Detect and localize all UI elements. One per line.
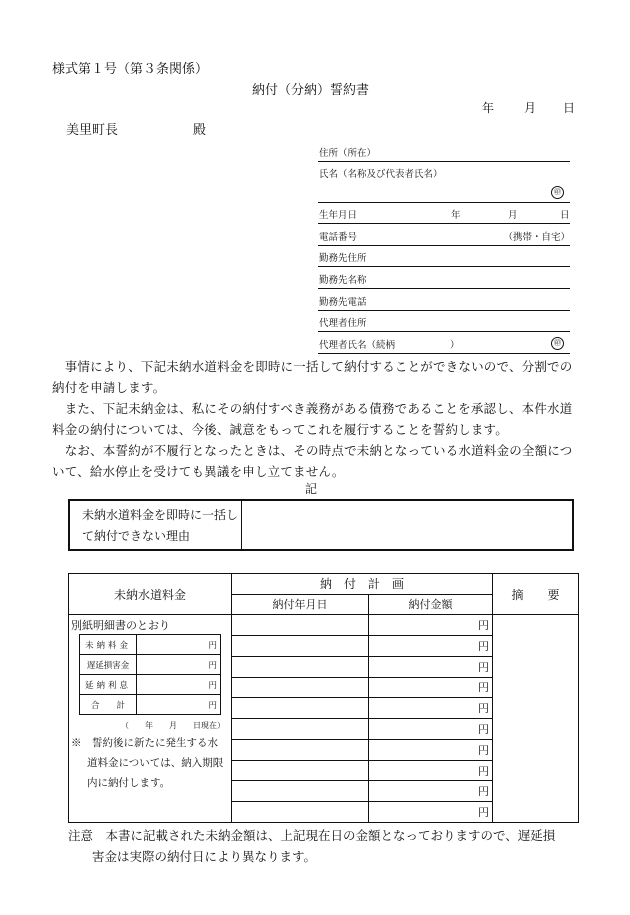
agent-name-label: 代理者氏名（続柄 (319, 339, 396, 351)
work-address-row[interactable] (318, 246, 570, 268)
date-day-label: 日 (563, 101, 576, 115)
payment-note (69, 731, 231, 793)
payment-amount-cell[interactable]: 円 (369, 656, 493, 677)
date-year-label: 年 (482, 101, 495, 115)
payment-date-cell[interactable] (232, 802, 369, 823)
note-mark: ※ (71, 737, 82, 750)
payment-amount-cell[interactable]: 円 (369, 615, 493, 636)
footer-label: 注意 (68, 828, 94, 843)
ki-heading: 記 (305, 482, 318, 496)
payment-amount-cell[interactable]: 円 (369, 760, 493, 781)
birth-month-label: 月 (508, 210, 518, 222)
agent-relation-close: ） (450, 339, 460, 351)
plan-column-header: 納 付 計 画 (232, 574, 493, 595)
payment-amount-cell[interactable]: 円 (369, 781, 493, 802)
unpaid-breakdown-table (79, 634, 221, 715)
payment-amount-cell[interactable]: 円 (369, 698, 493, 719)
addressee-honorific: 殿 (193, 123, 207, 138)
payment-date-cell[interactable] (232, 698, 369, 719)
reason-box (68, 499, 574, 551)
addressee-name: 美里町長 (66, 123, 119, 138)
reason-field[interactable] (242, 501, 572, 549)
payment-amount-cell[interactable]: 円 (369, 739, 493, 760)
payment-date-cell[interactable] (232, 656, 369, 677)
note-line: 道料金については、納入期限 (87, 757, 224, 770)
breakdown-row (80, 695, 221, 715)
agent-address-row[interactable] (318, 311, 570, 333)
applicant-block (318, 140, 570, 354)
payment-date-cell[interactable] (232, 781, 369, 802)
payment-amount-cell[interactable]: 円 (369, 802, 493, 823)
detail-reference: 別紙明細書のとおり (71, 619, 170, 633)
work-phone-label: 勤務先電話 (319, 296, 367, 308)
payment-date-cell[interactable] (232, 635, 369, 656)
payment-date-cell[interactable] (232, 677, 369, 698)
seal-icon: ㊞ (551, 186, 564, 199)
document-title: 納付（分納）誓約書 (252, 83, 370, 98)
applicant-phone-row[interactable] (318, 224, 570, 246)
breakdown-unit[interactable]: 円 (137, 675, 221, 695)
payment-amount-cell[interactable]: 円 (369, 677, 493, 698)
applicant-name-row[interactable] (318, 162, 570, 203)
amount-column-header: 納付金額 (369, 594, 493, 615)
birth-year-label: 年 (451, 210, 461, 222)
date-column-header: 納付年月日 (232, 594, 369, 615)
payment-plan-table (68, 573, 579, 823)
breakdown-label: 合 計 (80, 695, 137, 715)
breakdown-label: 延納利息 (80, 675, 137, 695)
agent-address-label: 代理者住所 (319, 318, 367, 330)
breakdown-label: 未納料金 (80, 635, 137, 655)
payment-date-cell[interactable] (232, 719, 369, 740)
applicant-name-label: 氏名（名称及び代表者氏名） (319, 168, 443, 180)
unpaid-column-header: 未納水道料金 (69, 574, 232, 615)
applicant-phone-label: 電話番号 (319, 231, 358, 243)
paragraph-3: なお、本誓約が不履行となったときは、その時点で未納となっている水道料金の全額について、給水停止を受けても異議を申し立てません。 (52, 443, 573, 479)
payment-amount-cell[interactable]: 円 (369, 635, 493, 656)
unpaid-summary-cell (69, 615, 232, 823)
as-of-date: （ 年 月 日現在） (121, 721, 225, 731)
phone-type-note: （携帯・自宅） (503, 231, 570, 243)
memo-cell[interactable] (493, 615, 579, 823)
applicant-birth-label: 生年月日 (319, 210, 358, 222)
agent-seal-icon: ㊞ (551, 337, 564, 350)
work-phone-row[interactable] (318, 289, 570, 311)
applicant-address-label: 住所（所在） (319, 147, 377, 159)
payment-date-cell[interactable] (232, 615, 369, 636)
applicant-address-row[interactable] (318, 140, 570, 162)
breakdown-row (80, 635, 221, 655)
birth-day-label: 日 (560, 210, 570, 222)
applicant-birth-row[interactable] (318, 203, 570, 225)
payment-date-cell[interactable] (232, 760, 369, 781)
work-address-label: 勤務先住所 (319, 253, 367, 265)
table-row (69, 615, 579, 636)
note-line: 誓約後に新たに発生する水 (92, 737, 218, 750)
breakdown-unit[interactable]: 円 (137, 655, 221, 675)
breakdown-label: 遅延損害金 (80, 655, 137, 675)
date-month-label: 月 (524, 101, 537, 115)
breakdown-row (80, 655, 221, 675)
note-line: 内に納付します。 (87, 777, 171, 790)
footer-line-2: 害金は実際の納付日により異なります。 (92, 849, 317, 864)
paragraph-2: また、下記未納金は、私にその納付すべき義務がある債務であることを承認し、本件水道料金の納付については、今後、誠意をもってこれを履行することを誓約します。 (52, 401, 573, 437)
work-name-row[interactable] (318, 267, 570, 289)
memo-column-header: 摘 要 (493, 574, 579, 615)
breakdown-unit[interactable]: 円 (137, 635, 221, 655)
payment-date-cell[interactable] (232, 739, 369, 760)
form-id: 様式第１号（第３条関係） (52, 62, 209, 77)
payment-amount-cell[interactable]: 円 (369, 719, 493, 740)
paragraph-1: 事情により、下記未納水道料金を即時に一括して納付することができないので、分割での納付を申請します。 (52, 359, 573, 395)
breakdown-row (80, 675, 221, 695)
reason-label: 未納水道料金を即時に一括して納付できない理由 (70, 501, 242, 549)
work-name-label: 勤務先名称 (319, 274, 367, 286)
breakdown-unit[interactable]: 円 (137, 695, 221, 715)
agent-name-row[interactable] (318, 332, 570, 354)
footer-note (68, 826, 555, 844)
footer-line-1: 本書に記載された未納金額は、上記現在日の金額となっておりますので、遅延損 (105, 828, 556, 843)
